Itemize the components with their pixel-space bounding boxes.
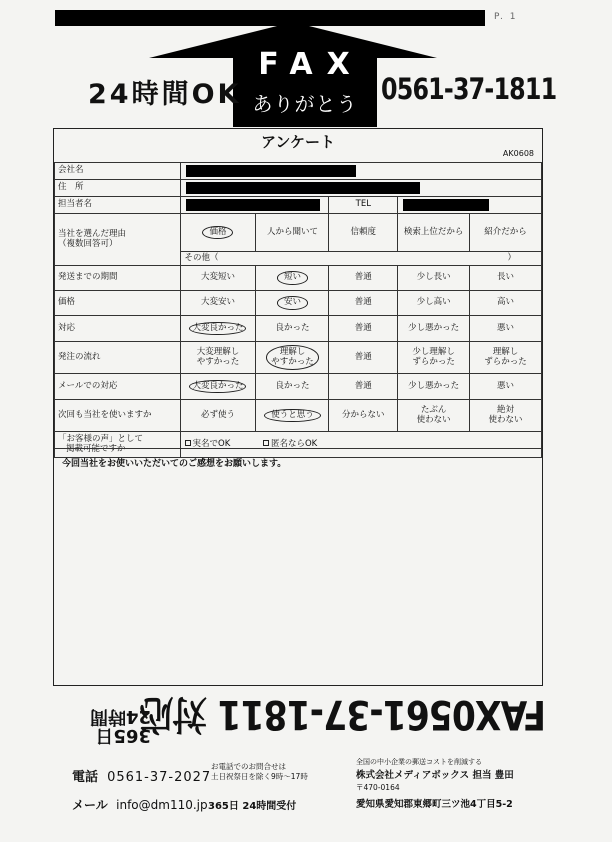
address-field[interactable]	[180, 180, 542, 197]
period-opt-4[interactable]: 少し長い	[398, 266, 470, 291]
next-opt-5[interactable]: 絶対 使わない	[470, 400, 542, 432]
mail-opt-2[interactable]: 良かった	[256, 374, 329, 400]
banner-number: FAX0561-37-1811	[218, 691, 546, 737]
company-tagline: 全国の中小企業の郵送コストを削減する	[356, 758, 482, 766]
company-name: 株式会社メディアボックス 担当 豊田	[356, 770, 514, 781]
form-code: AK0608	[502, 149, 534, 158]
form-title: アンケート	[260, 133, 336, 151]
anon-name-label: 匿名ならOK	[270, 438, 318, 449]
mail-address[interactable]: info@dm110.jp	[116, 798, 208, 812]
banner-taio: 対応	[140, 691, 208, 737]
comment-prompt: 今回当社をお使いいただいてのご感想をお願いします。	[62, 459, 287, 469]
open-hours: 365日 24時間受付	[208, 801, 297, 812]
footer-mail	[72, 796, 208, 813]
reason-label	[55, 214, 181, 266]
selected-mark: 大変良かった	[189, 380, 246, 393]
selected-mark: 使うと思う	[264, 409, 321, 422]
reason-label-sub: （複数回答可）	[58, 238, 118, 249]
flow-opt-2[interactable]	[256, 342, 329, 374]
selected-mark: 短い	[277, 271, 308, 284]
selected-mark: 安い	[277, 296, 308, 309]
mail-opt-5[interactable]: 悪い	[470, 374, 542, 400]
banner-days: 365日	[95, 725, 151, 746]
period-label: 発送までの期間	[55, 266, 181, 291]
reason-opt-price[interactable]	[180, 214, 256, 252]
tel-note-1: お電話でのお問合せは	[211, 762, 286, 771]
tel-label: TEL	[329, 197, 398, 214]
price-opt-1[interactable]: 大変安い	[180, 291, 256, 316]
page-number: P. 1	[494, 12, 518, 22]
flow-opt-5[interactable]: 理解し ずらかった	[470, 342, 542, 374]
response-opt-1[interactable]	[180, 316, 256, 342]
selected-mark: 価格	[202, 226, 233, 239]
reason-other-field[interactable]	[180, 252, 542, 266]
banner-24h: 24時間	[89, 706, 151, 728]
response-opt-4[interactable]: 少し悪かった	[398, 316, 470, 342]
price-opt-2[interactable]	[256, 291, 329, 316]
mail-opt-3[interactable]: 普通	[329, 374, 398, 400]
person-label: 担当者名	[55, 197, 181, 214]
other-label: その他（	[184, 252, 219, 263]
banner-fax-number	[140, 689, 546, 746]
hours-ok: 24時間OK	[88, 79, 242, 110]
tel-label-footer: 電話	[72, 770, 99, 785]
flow-opt-1[interactable]: 大変理解し やすかった	[180, 342, 256, 374]
reason-opt-intro[interactable]: 紹介だから	[470, 214, 542, 252]
survey-table	[54, 162, 542, 458]
flow-opt-3[interactable]: 普通	[329, 342, 398, 374]
response-opt-3[interactable]: 普通	[329, 316, 398, 342]
response-opt-5[interactable]: 悪い	[470, 316, 542, 342]
mail-opt-1[interactable]	[180, 374, 256, 400]
next-opt-2[interactable]	[256, 400, 329, 432]
other-close: ）	[507, 252, 516, 263]
reason-opt-search[interactable]: 検索上位だから	[398, 214, 470, 252]
real-name-label: 実名でOK	[192, 438, 231, 449]
reason-opt-trust[interactable]: 信頼度	[329, 214, 398, 252]
mail-opt-4[interactable]: 少し悪かった	[398, 374, 470, 400]
company-zip: 〒470-0164	[356, 783, 400, 792]
price-opt-5[interactable]: 高い	[470, 291, 542, 316]
reason-opt-referral[interactable]: 人から聞いて	[256, 214, 329, 252]
flow-label: 発注の流れ	[55, 342, 181, 374]
banner-hours	[90, 706, 151, 744]
next-label: 次回も当社を使いますか	[55, 400, 181, 432]
fax-box	[233, 45, 377, 127]
selected-mark: 理解し やすかった	[266, 345, 319, 370]
survey-form	[53, 128, 543, 686]
price-opt-4[interactable]: 少し高い	[398, 291, 470, 316]
next-opt-3[interactable]: 分からない	[329, 400, 398, 432]
footer-tel	[72, 766, 211, 785]
company-field[interactable]	[180, 163, 542, 180]
response-label: 対応	[55, 316, 181, 342]
period-opt-5[interactable]: 長い	[470, 266, 542, 291]
period-opt-1[interactable]: 大変短い	[180, 266, 256, 291]
next-opt-4[interactable]: たぶん 使わない	[398, 400, 470, 432]
redacted-block	[186, 182, 420, 194]
voice-label-sub: 掲載可能ですか	[66, 443, 126, 454]
redacted-block	[186, 199, 320, 211]
price-label: 価格	[55, 291, 181, 316]
price-opt-3[interactable]: 普通	[329, 291, 398, 316]
upside-down-banner	[66, 691, 546, 746]
reason-label-main: 当社を選んだ理由	[58, 228, 127, 239]
tel-field[interactable]	[398, 197, 542, 214]
period-opt-3[interactable]: 普通	[329, 266, 398, 291]
fax-number: 0561-37-1811	[381, 72, 557, 106]
selected-mark: 大変良かった	[189, 322, 246, 335]
response-opt-2[interactable]: 良かった	[256, 316, 329, 342]
checkbox-icon	[185, 440, 191, 446]
mail-label-footer: メール	[72, 798, 108, 812]
company-label: 会社名	[55, 163, 181, 180]
period-opt-2[interactable]	[256, 266, 329, 291]
tel-note	[211, 762, 308, 782]
voice-label-main: 「お客様の声」として	[58, 433, 144, 444]
checkbox-icon	[263, 440, 269, 446]
fax-word: FAX	[258, 47, 364, 82]
mail-label: メールでの対応	[55, 374, 181, 400]
redacted-block	[186, 165, 356, 177]
address-label: 住 所	[55, 180, 181, 197]
tel-note-2: 土日祝祭日を除く9時～17時	[211, 771, 308, 781]
company-address: 愛知県愛知郡東郷町三ツ池4丁目5-2	[356, 799, 513, 810]
next-opt-1[interactable]: 必ず使う	[180, 400, 256, 432]
redacted-block	[403, 199, 489, 211]
person-field[interactable]	[180, 197, 329, 214]
comment-area[interactable]	[54, 448, 542, 685]
thanks-text: ありがとう	[252, 92, 358, 116]
flow-opt-4[interactable]: 少し理解し ずらかった	[398, 342, 470, 374]
tel-number[interactable]: 0561-37-2027	[107, 770, 212, 785]
